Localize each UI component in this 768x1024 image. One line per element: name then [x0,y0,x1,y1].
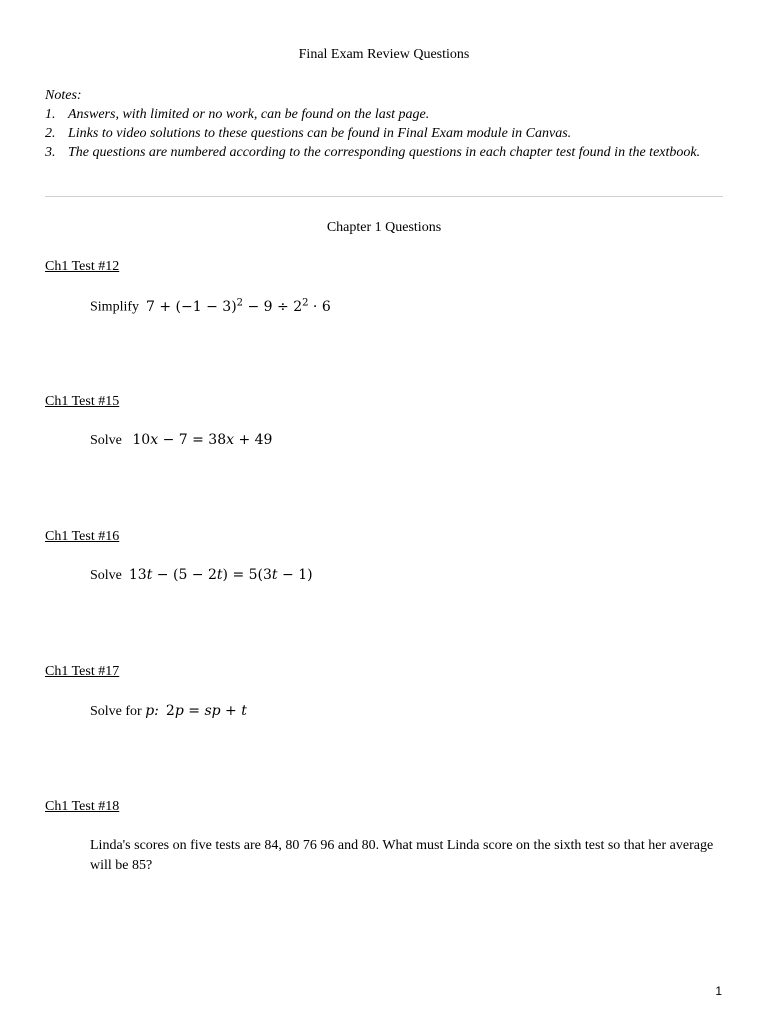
prompt-variable: p: [145,703,159,719]
question-heading: Ch1 Test #17 [45,664,120,679]
note-item [45,124,725,143]
question-paragraph: Linda's scores on five tests are 84, 80 76 96 and 80. What must Linda score on the sixth test so that her average will be 85? [90,838,714,873]
math-expression: $7 + (-1 - 3)^2 - 9 \div 2^2 \cdot 6$ [146,297,331,315]
question-heading: Ch1 Test #12 [45,259,120,274]
question-prompt [90,297,331,316]
math-expression: 10x − 7 = 38x + 49 [132,432,273,448]
prompt-label: Solve [90,568,122,583]
note-number: 2. [45,126,56,141]
note-item [45,105,725,124]
question-prompt [90,567,313,584]
horizontal-divider [45,196,723,197]
question-heading: Ch1 Test #15 [45,394,120,409]
notes-heading: Notes: [45,88,82,103]
note-text: The questions are numbered according to the corresponding questions in each chapter test found in the textbook. [68,145,701,160]
notes-list [45,105,725,162]
question-prompt [90,703,247,720]
note-number: 3. [45,145,56,160]
note-text: Links to video solutions to these questions can be found in Final Exam module in Canvas. [68,126,572,141]
document-title: Final Exam Review Questions [298,47,470,62]
section-title: Chapter 1 Questions [326,220,442,235]
prompt-label: Simplify [90,299,140,315]
note-number: 1. [45,107,56,122]
prompt-label: Solve [90,433,122,448]
note-text: Answers, with limited or no work, can be found on the last page. [68,107,430,122]
notes-block [45,86,725,162]
question-heading: Ch1 Test #16 [45,529,120,544]
question-prompt [90,432,272,449]
math-expression: 13t − (5 − 2t) = 5(3t − 1) [128,567,313,583]
page-number: 1 [715,984,722,998]
note-item [45,143,725,162]
math-expression: 2p = sp + t [165,703,247,719]
question-heading: Ch1 Test #18 [45,799,120,814]
prompt-label: Solve for [90,704,142,719]
